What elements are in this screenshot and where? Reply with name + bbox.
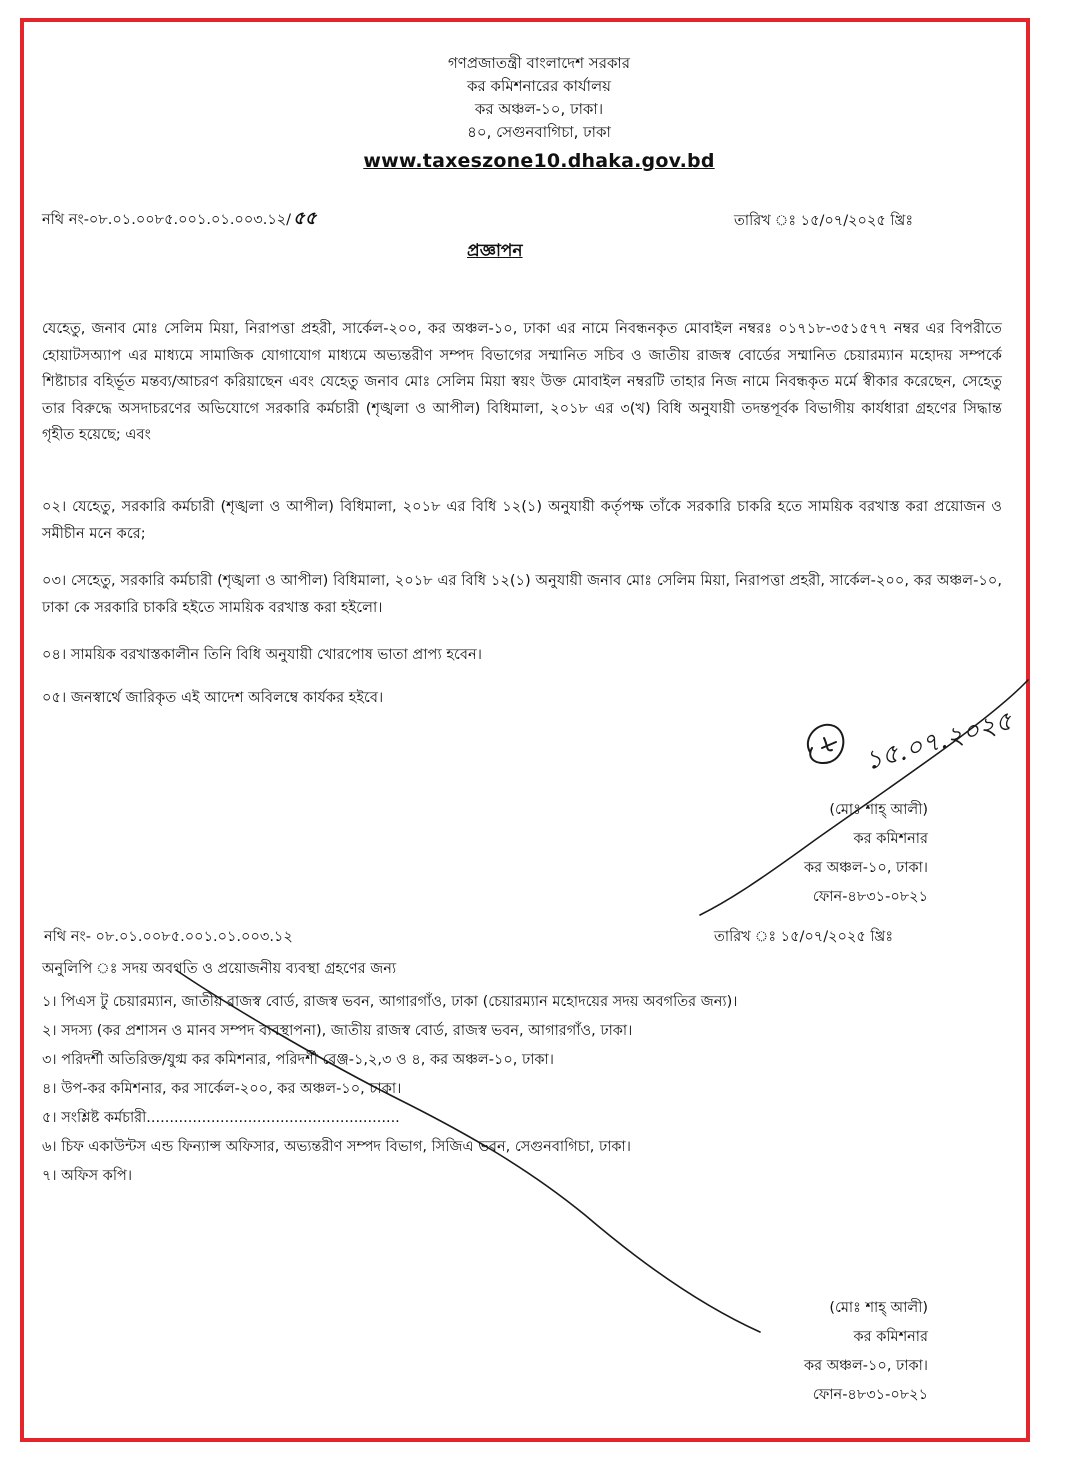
letterhead-address: ৪০, সেগুনবাগিচা, ঢাকা xyxy=(467,123,611,141)
notice-title: প্রজ্ঞাপন xyxy=(467,241,523,261)
memo-date: তারিখ ঃ ১৫/০৭/২০২৫ খ্রিঃ xyxy=(734,213,914,229)
signature-date: ১৫.০৭.২০২৫ xyxy=(861,706,1016,777)
copy-intro: অনুলিপি ঃ সদয় অবগতি ও প্রয়োজনীয় ব্যবস্থা গ্রহণের জন্য xyxy=(42,961,397,977)
list-item: ১। পিএস টু চেয়ারম্যান, জাতীয় রাজস্ব বোর্ড, রাজস্ব ভবন, আগারগাঁও, ঢাকা (চেয়ারম্যান মহোদয়ের সদয় অবগতির জন্য)। xyxy=(42,994,738,1010)
list-item: ৩। পরিদর্শী অতিরিক্ত/যুগ্ম কর কমিশনার, পরিদর্শী রেঞ্জ-১,২,৩ ও ৪, কর অঞ্চল-১০, ঢাকা। xyxy=(42,1052,554,1068)
letterhead-office: কর কমিশনারের কার্যালয় xyxy=(467,77,611,95)
list-item: ৬। চিফ একাউন্টস এন্ড ফিন্যান্স অফিসার, অভ্যন্তরীণ সম্পদ বিভাগ, সিজিএ ভবন, সেগুনবাগিচা, ঢাকা। xyxy=(42,1139,631,1155)
copy-recipient-list xyxy=(42,988,737,1191)
memo-number-handwritten: ৫৫ xyxy=(293,208,317,229)
paragraph-2: ০২। যেহেতু, সরকারি কর্মচারী (শৃঙ্খলা ও আপীল) বিধিমালা, ২০১৮ এর বিধি ১২(১) অনুযায়ী কর্তৃপক্ষ তাঁকে সরকারি চাকরি হতে সাময়িক বরখাস্ত করা প্রয়োজন ও সমীচীন মনে করে; xyxy=(42,498,1002,542)
letterhead-zone: কর অঞ্চল-১০, ঢাকা। xyxy=(474,100,604,118)
signatory-phone: ফোন-৪৮৩১-০৮২১ xyxy=(812,889,928,905)
copy-memo-number: নথি নং- ০৮.০১.০০৮৫.০০১.০১.০০৩.১২ xyxy=(44,929,293,945)
signature-block-2 xyxy=(804,1294,928,1410)
paragraph-4: ০৪। সাময়িক বরখাস্তকালীন তিনি বিধি অনুযায়ী খোরপোষ ভাতা প্রাপ্য হবেন। xyxy=(42,646,482,663)
signatory-designation: কর কমিশনার xyxy=(853,831,928,847)
letterhead-government: গণপ্রজাতন্ত্রী বাংলাদেশ সরকার xyxy=(447,54,631,72)
signatory-name: (মোঃ শাহ্ আলী) xyxy=(829,1300,928,1316)
list-item: ৭। অফিস কপি। xyxy=(42,1168,133,1184)
signatory-office: কর অঞ্চল-১০, ঢাকা। xyxy=(804,860,928,876)
signature-block-1 xyxy=(804,796,928,912)
copy-memo-date: তারিখ ঃ ১৫/০৭/২০২৫ খ্রিঃ xyxy=(714,929,894,945)
memo-number-text: নথি নং-০৮.০১.০০৮৫.০০১.০১.০০৩.১২/ xyxy=(42,212,292,228)
list-item: ৪। উপ-কর কমিশনার, কর সার্কেল-২০০, কর অঞ্চল-১০, ঢাকা। xyxy=(42,1081,402,1097)
signatory-designation: কর কমিশনার xyxy=(853,1329,928,1345)
paragraph-5: ০৫। জনস্বার্থে জারিকৃত এই আদেশ অবিলম্বে কার্যকর হইবে। xyxy=(42,689,384,706)
signatory-phone: ফোন-৪৮৩১-০৮২১ xyxy=(812,1387,928,1403)
signatory-name: (মোঃ শাহ্ আলী) xyxy=(829,802,928,818)
paragraph-3: ০৩। সেহেতু, সরকারি কর্মচারী (শৃঙ্খলা ও আপীল) বিধিমালা, ২০১৮ এর বিধি ১২(১) অনুযায়ী জনাব মোঃ সেলিম মিয়া, নিরাপত্তা প্রহরী, সার্কেল-২০০, কর অঞ্চল-১০, ঢাকা কে সরকারি চাকরি হইতে সাময়িক বরখাস্ত করা হইলো। xyxy=(42,572,1002,616)
website-link[interactable]: www.taxeszone10.dhaka.gov.bd xyxy=(363,150,715,172)
paragraph-1: যেহেতু, জনাব মোঃ সেলিম মিয়া, নিরাপত্তা প্রহরী, সার্কেল-২০০, কর অঞ্চল-১০, ঢাকা এর নামে নিবন্ধনকৃত মোবাইল নম্বরঃ ০১৭১৮-৩৫১৫৭৭ নম্বর এর বিপরীতে হোয়াটসঅ্যাপ এর মাধ্যমে সামাজিক যোগাযোগ মাধ্যমে অভ্যন্তরীণ সম্পদ বিভাগের সম্মানিত সচিব ও জাতীয় রাজস্ব বোর্ডের সম্মানিত চেয়ারম্যান মহোদয় সম্পর্কে শিষ্টাচার বহির্ভূত মন্তব্য/আচরণ করিয়াছেন এবং যেহেতু জনাব মোঃ সেলিম মিয়া স্বয়ং উক্ত মোবাইল নম্বরটি তাহার নিজ নামে নিবন্ধকৃত মর্মে স্বীকার করেছেন, সেহেতু তার বিরুদ্ধে অসদাচরণের অভিযোগে সরকারি কর্মচারী (শৃঙ্খলা ও আপীল) বিধিমালা, ২০১৮ এর ৩(খ) বিধি অনুযায়ী তদন্তপূর্বক বিভাগীয় কার্যধারা গ্রহণের সিদ্ধান্ত গৃহীত হয়েছে; এবং xyxy=(42,320,1002,443)
list-item: ২। সদস্য (কর প্রশাসন ও মানব সম্পদ ব্যবস্থাপনা), জাতীয় রাজস্ব বোর্ড, রাজস্ব ভবন, আগারগাঁও, ঢাকা। xyxy=(42,1023,633,1039)
list-item: ৫। সংশ্লিষ্ট কর্মচারী....................................................... xyxy=(42,1110,400,1126)
signatory-office: কর অঞ্চল-১০, ঢাকা। xyxy=(804,1358,928,1374)
